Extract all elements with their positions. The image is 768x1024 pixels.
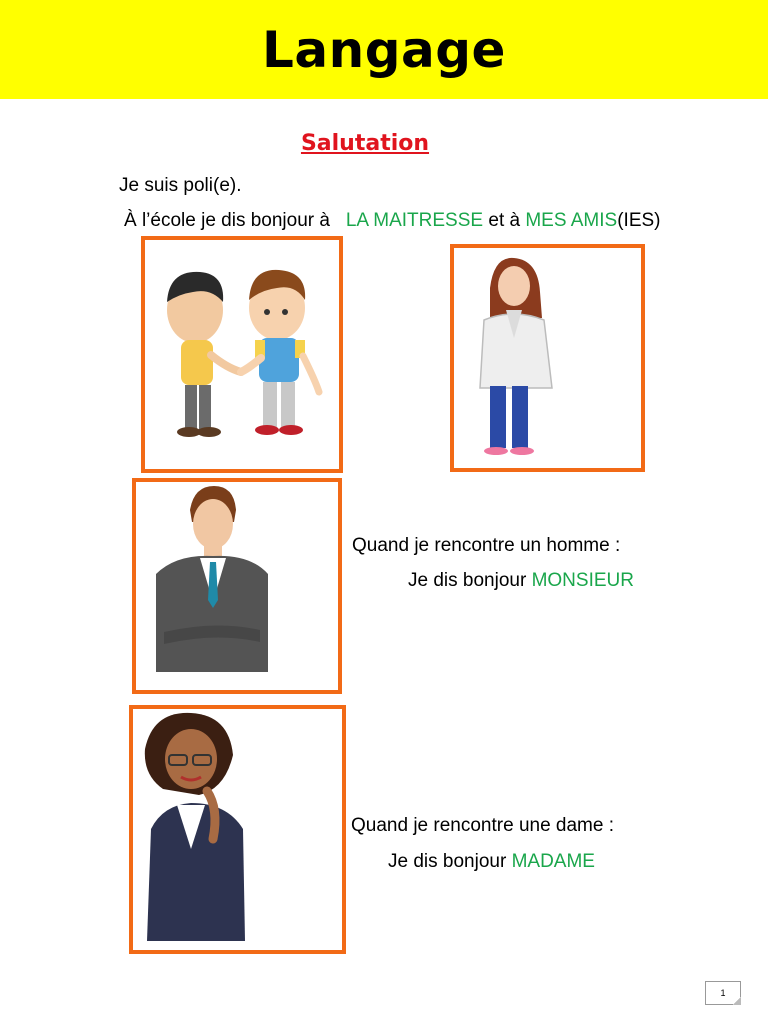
woman-term-madame: MADAME: [511, 851, 595, 872]
woman-line-2-prefix: Je dis bonjour: [388, 851, 507, 872]
intro-term-amis: MES AMIS: [525, 210, 618, 231]
man-line-2: [408, 570, 634, 592]
businesswoman-icon: [133, 709, 342, 950]
illustration-frame-teacher: [450, 244, 645, 472]
intro-suffix: (IES): [617, 210, 661, 231]
illustration-frame-woman: [129, 705, 346, 954]
illustration-frame-friends: [141, 236, 343, 473]
two-boys-handshake-icon: [145, 240, 339, 469]
intro-line-1: Je suis poli(e).: [119, 175, 242, 196]
businessman-icon: [136, 482, 338, 690]
intro-term-maitresse: LA MAITRESSE: [345, 210, 484, 231]
woman-line-1: Quand je rencontre une dame :: [351, 815, 615, 836]
man-term-monsieur: MONSIEUR: [531, 570, 634, 591]
teacher-woman-icon: [454, 248, 641, 468]
page-title: Langage: [262, 20, 506, 79]
intro-line-2: [124, 210, 661, 232]
intro-prefix: À l’école je dis bonjour à: [124, 210, 330, 231]
illustration-frame-man: [132, 478, 342, 694]
title-banner: [0, 0, 768, 99]
intro-connector: et à: [488, 210, 521, 231]
man-line-2-prefix: Je dis bonjour: [408, 570, 527, 591]
page-number: 1: [705, 981, 741, 1005]
section-subtitle: Salutation: [300, 131, 430, 156]
man-line-1: Quand je rencontre un homme :: [352, 535, 621, 556]
woman-line-2: [388, 851, 595, 873]
